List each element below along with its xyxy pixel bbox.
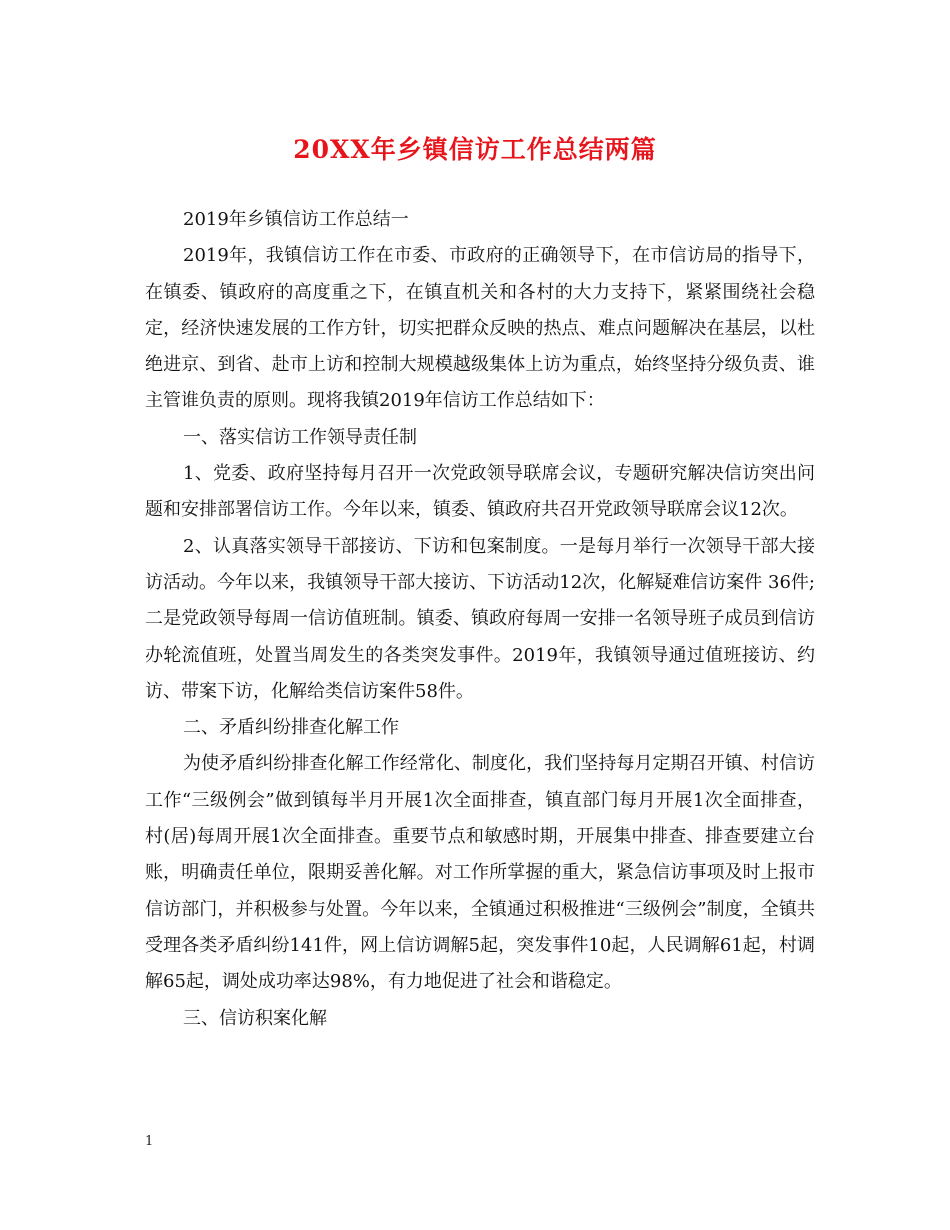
document-title: 20XX年乡镇信访工作总结两篇 (293, 135, 657, 164)
paragraph: 2、认真落实领导干部接访、下访和包案制度。一是每月举行一次领导干部大接访活动。今年以来，我镇领导干部大接访、下访活动12次，化解疑难信访案件 36件;二是党政领导每周一信访值班制。镇委、镇政府每周一安排一名领导班子成员到信访办轮流值班，处置当周发生的各类突发事件。2019年，我镇领导通过值班接访、约访、带案下访，化解给类信访案件58件。 (145, 535, 815, 702)
paragraph: 2019年，我镇信访工作在市委、市政府的正确领导下，在市信访局的指导下，在镇委、镇政府的高度重之下，在镇直机关和各村的大力支持下，紧紧围绕社会稳定，经济快速发展的工作方针，切实把群众反映的热点、难点问题解决在基层，以杜绝进京、到省、赴市上访和控制大规模越级集体上访为重点，始终坚持分级负责、谁主管谁负责的原则。现将我镇2019年信访工作总结如下： (145, 245, 815, 412)
document-body (145, 202, 815, 1037)
paragraph: 为使矛盾纠纷排查化解工作经常化、制度化，我们坚持每月定期召开镇、村信访工作“三级例会”做到镇每半月开展1次全面排查，镇直部门每月开展1次全面排查，村(居)每周开展1次全面排查。重要节点和敏感时期，开展集中排查、排查要建立台账，明确责任单位，限期妥善化解。对工作所掌握的重大，紧急信访事项及时上报市信访部门，并积极参与处置。今年以来，全镇通过积极推进“三级例会”制度，全镇共受理各类矛盾纠纷141件，网上信访调解5起，突发事件10起，人民调解61起，村调解65起，调处成功率达98%，有力地促进了社会和谐稳定。 (145, 753, 815, 993)
page-number: 1 (145, 1134, 154, 1149)
section-heading: 二、矛盾纠纷排查化解工作 (183, 717, 399, 739)
section-heading: 一、落实信访工作领导责任制 (183, 426, 417, 448)
paragraph: 1、党委、政府坚持每月召开一次党政领导联席会议，专题研究解决信访突出问题和安排部署信访工作。今年以来，镇委、镇政府共召开党政领导联席会议12次。 (145, 463, 815, 521)
section-heading: 2019年乡镇信访工作总结一 (183, 209, 409, 230)
section-heading: 三、信访积案化解 (183, 1007, 327, 1029)
